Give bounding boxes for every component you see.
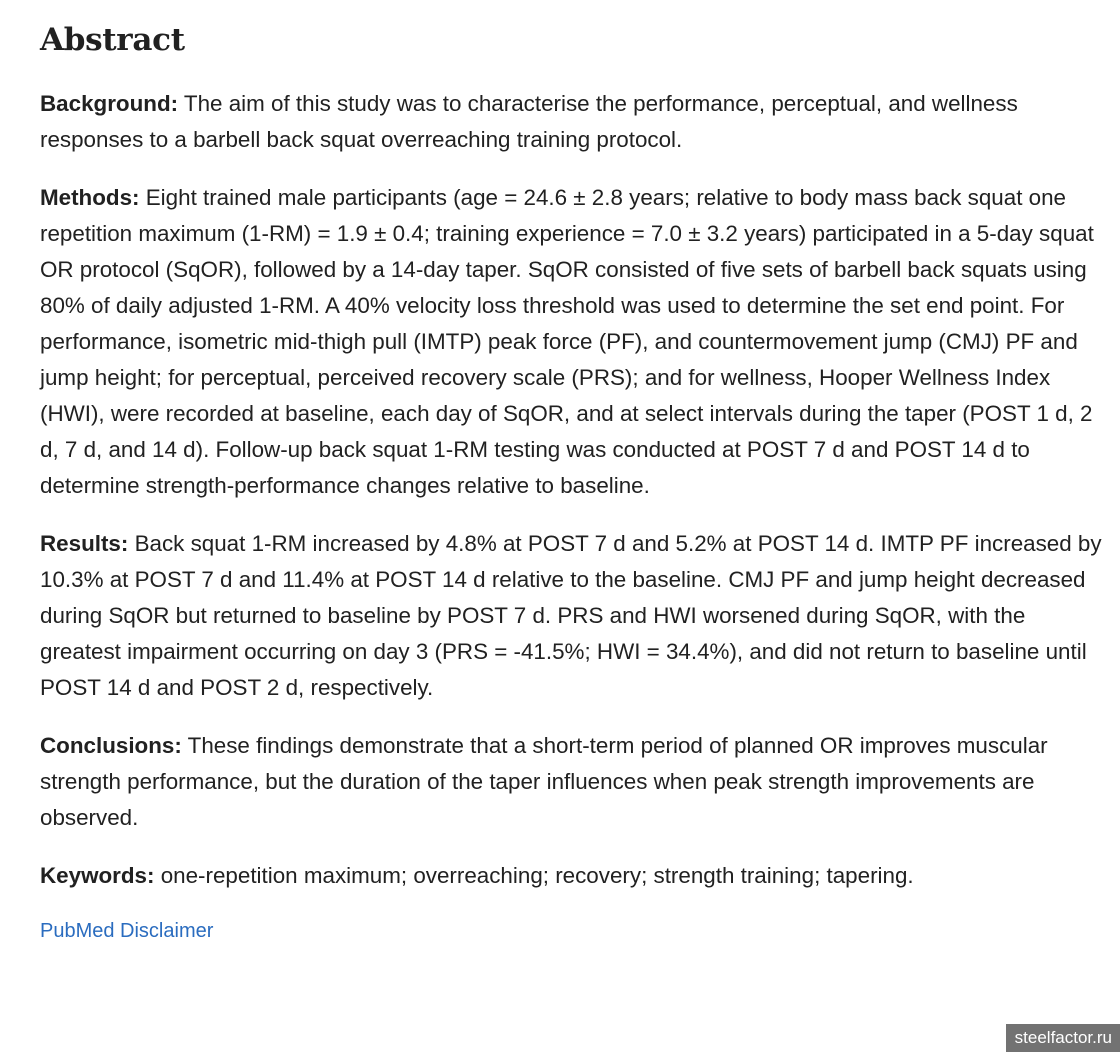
abstract-results-paragraph [40,526,1112,706]
results-text: Back squat 1-RM increased by 4.8% at POST 7 d and 5.2% at POST 14 d. IMTP PF increased by 10.3% at POST 7 d and 11.4% at POST 14 d relative to the baseline. CMJ PF and jump height decreased during SqOR but returned to baseline by POST 7 d. PRS and HWI worsened during SqOR, with the greatest impairment occurring on day 3 (PRS = -41.5%; HWI = 34.4%), and did not return to baseline until POST 14 d and POST 2 d, respectively. [40,531,1102,700]
methods-text: Eight trained male participants (age = 24.6 ± 2.8 years; relative to body mass back squat one repetition maximum (1-RM) = 1.9 ± 0.4; training experience = 7.0 ± 3.2 years) participated in a 5-day squat OR protocol (SqOR), followed by a 14-day taper. SqOR consisted of five sets of barbell back squats using 80% of daily adjusted 1-RM. A 40% velocity loss threshold was used to determine the set end point. For performance, isometric mid-thigh pull (IMTP) peak force (PF), and countermovement jump (CMJ) PF and jump height; for perceptual, perceived recovery scale (PRS); and for wellness, Hooper Wellness Index (HWI), were recorded at baseline, each day of SqOR, and at select intervals during the taper (POST 1 d, 2 d, 7 d, and 14 d). Follow-up back squat 1-RM testing was conducted at POST 7 d and POST 14 d to determine strength-performance changes relative to baseline. [40,185,1094,498]
keywords-label: Keywords: [40,863,155,888]
pubmed-disclaimer-link[interactable]: PubMed Disclaimer [40,920,214,942]
background-label: Background: [40,91,179,116]
keywords-text: one-repetition maximum; overreaching; recovery; strength training; tapering. [160,863,914,888]
background-text: The aim of this study was to characterise the performance, perceptual, and wellness responses to a barbell back squat overreaching training protocol. [40,91,1018,152]
abstract-heading: Abstract [40,22,185,58]
methods-label: Methods: [40,185,140,210]
conclusions-label: Conclusions: [40,733,182,758]
conclusions-text: These findings demonstrate that a short-term period of planned OR improves muscular strength performance, but the duration of the taper influences when peak strength improvements are observed. [40,733,1048,830]
results-label: Results: [40,531,129,556]
abstract-section [40,16,1112,946]
abstract-methods-paragraph [40,180,1112,504]
watermark: steelfactor.ru [1006,1024,1120,1052]
abstract-conclusions-paragraph [40,728,1112,836]
abstract-background-paragraph [40,86,1112,158]
keywords-paragraph [40,858,1112,894]
